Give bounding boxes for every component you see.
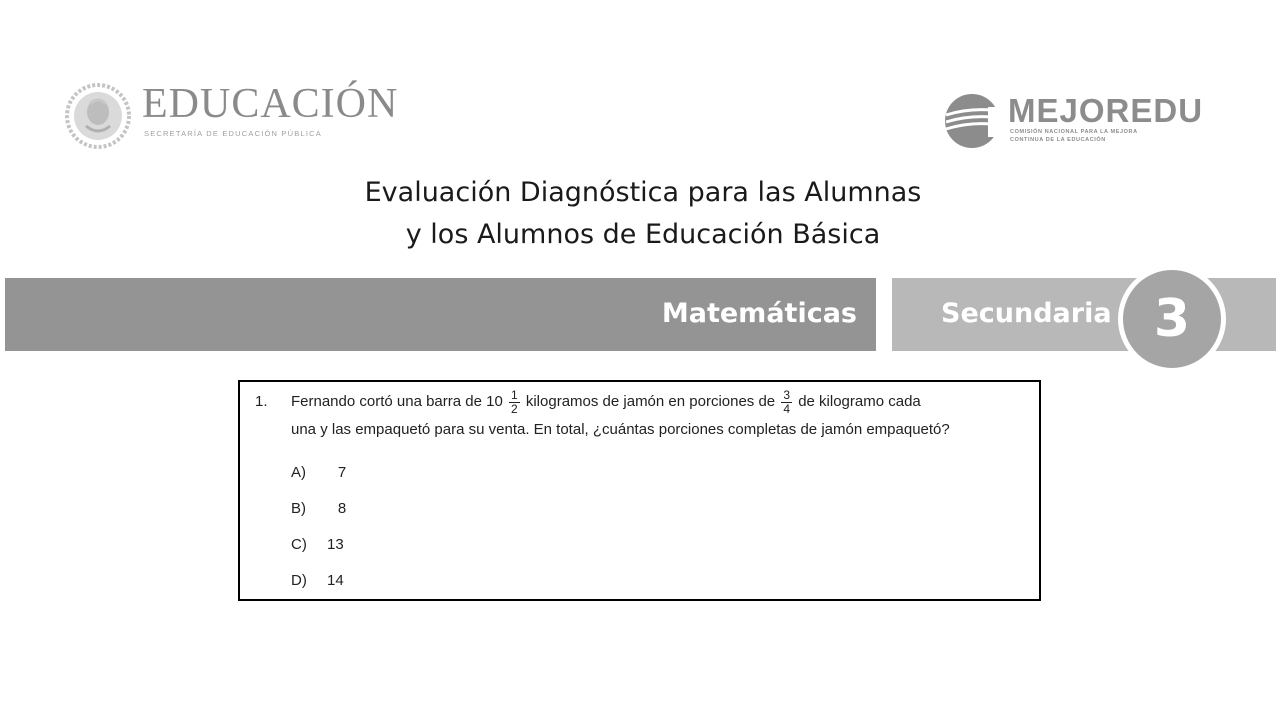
answer-option-b[interactable] xyxy=(291,499,357,535)
answer-option-a[interactable] xyxy=(291,463,357,499)
educacion-logo xyxy=(142,82,398,138)
mejoredu-logo xyxy=(1008,94,1203,143)
question-line-2: una y las empaquetó para su venta. En total, ¿cuántas porciones completas de jamón empaquetó? xyxy=(291,421,950,438)
option-letter: C) xyxy=(291,536,307,553)
fraction-denominator: 4 xyxy=(783,401,791,416)
level-label: Secundaria xyxy=(941,298,1112,329)
question-line-1 xyxy=(291,388,1033,416)
question-text xyxy=(291,388,1033,444)
page-title xyxy=(0,172,1280,256)
fraction-numerator: 1 xyxy=(510,387,518,402)
page-title-line-1: Evaluación Diagnóstica para las Alumnas xyxy=(364,177,922,208)
question-text-part-1: Fernando cortó una barra de 10 xyxy=(291,393,503,410)
answer-options xyxy=(291,463,357,607)
mejoredu-mark-icon xyxy=(944,93,1000,149)
option-letter: B) xyxy=(291,500,306,517)
subject-label: Matemáticas xyxy=(661,298,857,329)
mejoredu-logo-title: MEJOREDU xyxy=(1008,92,1204,129)
option-letter: A) xyxy=(291,464,306,481)
option-letter: D) xyxy=(291,572,307,589)
portion-fraction xyxy=(781,389,792,416)
subject-band xyxy=(5,278,876,351)
educacion-logo-subtitle: SECRETARÍA DE EDUCACIÓN PÚBLICA xyxy=(144,129,322,138)
mejoredu-logo-subtitle-1: COMISIÓN NACIONAL PARA LA MEJORA xyxy=(1010,129,1138,135)
grade-number: 3 xyxy=(1153,289,1191,349)
question-text-part-3: de kilogramo cada xyxy=(798,393,921,410)
fraction-denominator: 2 xyxy=(510,401,518,416)
option-value: 14 xyxy=(327,572,344,589)
grade-badge xyxy=(1118,265,1226,373)
mixed-fraction xyxy=(509,389,520,416)
mejoredu-logo-subtitle-2: CONTINUA DE LA EDUCACIÓN xyxy=(1010,136,1106,143)
answer-option-c[interactable] xyxy=(291,535,357,571)
educacion-logo-title: EDUCACIÓN xyxy=(142,81,399,127)
answer-option-d[interactable] xyxy=(291,571,357,607)
question-number: 1. xyxy=(255,393,268,410)
question-text-part-2: kilogramos de jamón en porciones de xyxy=(525,393,776,410)
page-title-line-2: y los Alumnos de Educación Básica xyxy=(405,219,881,250)
option-value: 13 xyxy=(327,536,344,553)
option-value: 8 xyxy=(337,500,347,517)
option-value: 7 xyxy=(337,464,347,481)
coat-of-arms-seal-icon xyxy=(64,82,132,150)
question-box xyxy=(238,380,1041,601)
fraction-numerator: 3 xyxy=(783,387,791,402)
